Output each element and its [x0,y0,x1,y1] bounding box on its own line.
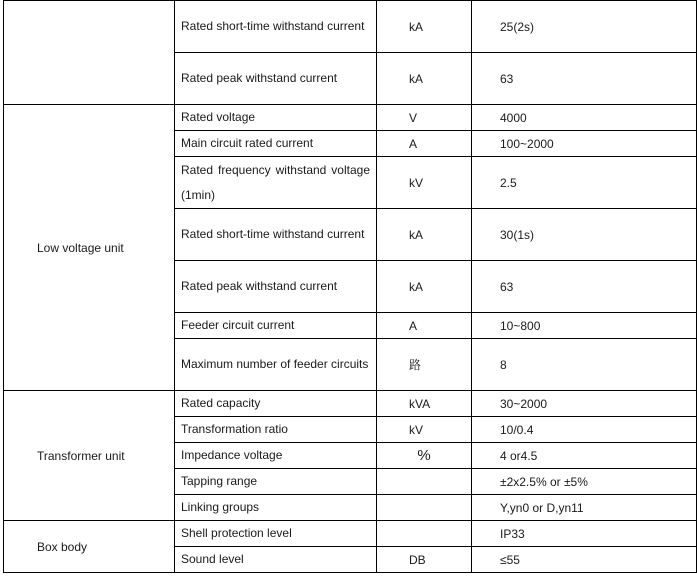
value-cell: 63 [472,261,697,313]
parameter-cell: Transformation ratio [175,417,377,443]
unit-cell: A [377,131,472,157]
unit-cell [377,469,472,495]
value-cell: 2.5 [472,157,697,209]
value-cell: 10/0.4 [472,417,697,443]
unit-cell: kA [377,209,472,261]
value-cell: IP33 [472,521,697,547]
unit-cell: kA [377,1,472,53]
table-row [4,521,697,547]
unit-cell [377,521,472,547]
parameter-cell: Maximum number of feeder circuits [175,339,377,391]
parameter-cell: Shell protection level [175,521,377,547]
unit-cell [377,495,472,521]
value-cell: 10~800 [472,313,697,339]
unit-cell: A [377,313,472,339]
parameter-cell: Rated peak withstand current [175,261,377,313]
parameter-cell: Impedance voltage [175,443,377,469]
value-cell: Y,yn0 or D,yn11 [472,495,697,521]
unit-cell: kA [377,261,472,313]
parameter-cell: Rated peak withstand current [175,53,377,105]
value-cell: 8 [472,339,697,391]
parameter-cell: Main circuit rated current [175,131,377,157]
unit-cell: % [377,443,472,469]
table-row [4,391,697,417]
unit-cell: kV [377,157,472,209]
value-cell: 25(2s) [472,1,697,53]
spec-table [3,0,697,573]
value-cell: 30~2000 [472,391,697,417]
table-row [4,105,697,131]
parameter-cell: Rated capacity [175,391,377,417]
parameter-cell: Sound level [175,547,377,573]
value-cell: ≤55 [472,547,697,573]
value-cell: 4000 [472,105,697,131]
parameter-cell: Rated short-time withstand current [175,1,377,53]
category-cell: Low voltage unit [4,105,175,391]
unit-cell: 路 [377,339,472,391]
category-cell: Box body [4,521,175,573]
unit-cell: kVA [377,391,472,417]
parameter-cell: Rated voltage [175,105,377,131]
value-cell: ±2x2.5% or ±5% [472,469,697,495]
value-cell: 4 or4.5 [472,443,697,469]
unit-cell: V [377,105,472,131]
parameter-cell: Tapping range [175,469,377,495]
unit-cell: DB [377,547,472,573]
category-cell [4,1,175,105]
parameter-cell: Rated frequency withstand voltage (1min) [175,157,377,209]
unit-cell: kV [377,417,472,443]
spec-table-container [3,0,697,573]
value-cell: 30(1s) [472,209,697,261]
parameter-cell: Linking groups [175,495,377,521]
unit-cell: kA [377,53,472,105]
category-cell: Transformer unit [4,391,175,521]
value-cell: 100~2000 [472,131,697,157]
table-row [4,1,697,53]
value-cell: 63 [472,53,697,105]
parameter-cell: Rated short-time withstand current [175,209,377,261]
parameter-cell: Feeder circuit current [175,313,377,339]
